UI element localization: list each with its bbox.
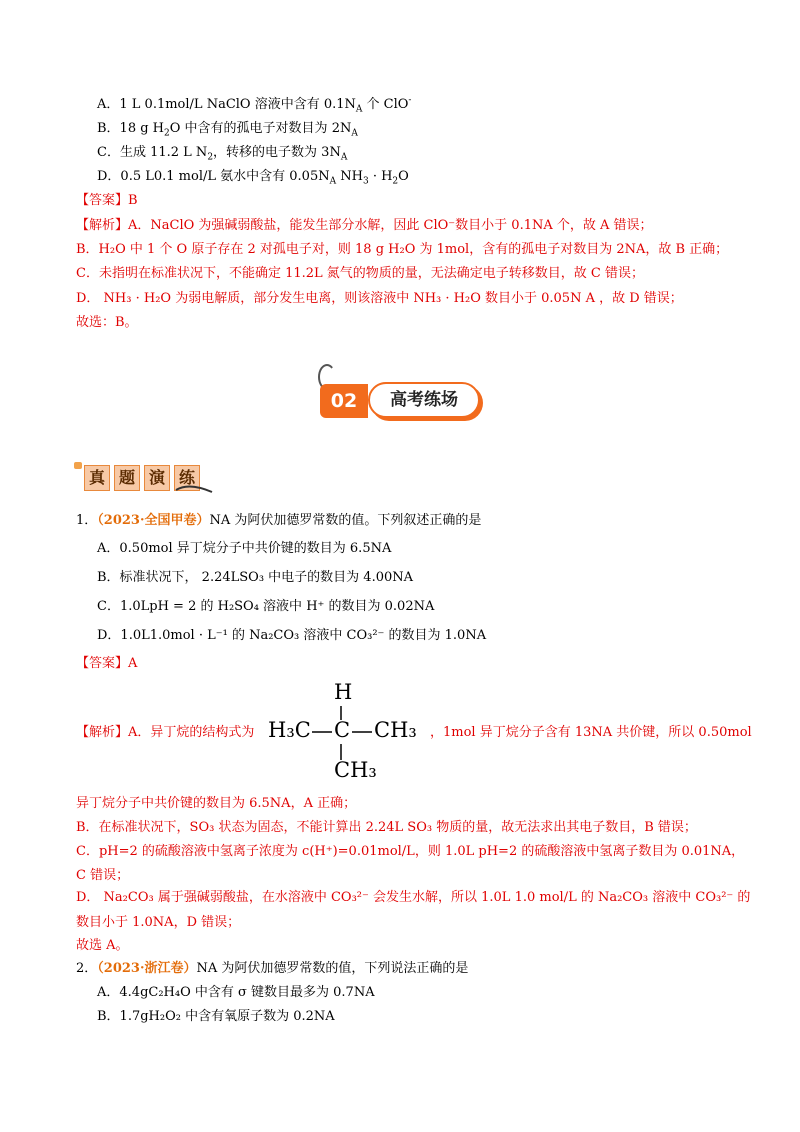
header-char: 真 (84, 465, 110, 491)
q1-analysis-lead: 【解析】A．异丁烷的结构式为 (76, 725, 255, 740)
q2-stem: 2．（2023·浙江卷）NA 为阿伏加德罗常数的值，下列说法正确的是 (76, 961, 469, 976)
prev-analysis-line: B．H₂O 中 1 个 O 原子存在 2 对孤电子对，则 18 g H₂O 为 1mol，含有的孤电子对数目为 2NA，故 B 正确； (76, 242, 729, 257)
q1-option-c: C．1.0LpH = 2 的 H₂SO₄ 溶液中 H⁺ 的数目为 0.02NA (97, 599, 435, 614)
struct-atom: C (334, 718, 351, 742)
q1-analysis-line: B．在标准状况下，SO₃ 状态为固态，不能计算出 2.24L SO₃ 物质的量，故无法求出其电子数目，B 错误； (76, 820, 697, 835)
prev-answer: 【答案】B (76, 193, 138, 208)
q1-answer: 【答案】A (76, 656, 138, 671)
prev-analysis-line: 故选：B。 (76, 315, 138, 330)
prev-option-d: D．0.5 L0.1 mol/L 氨水中含有 $0.05N_A$ $NH_3 \cdot H_2O$ (97, 169, 409, 187)
q1-analysis-line: C．pH=2 的硫酸溶液中氢离子浓度为 c(H⁺)=0.01mol/L，则 1.0L pH=2 的硫酸溶液中氢离子数目为 0.01NA， (76, 844, 745, 859)
q1-option-a: A．0.50mol 异丁烷分子中共价键的数目为 6.5NA (97, 541, 392, 556)
prev-option-b: B．18 g $H_2O$ 中含有的孤电子对数目为 $2N_A$ (97, 121, 358, 139)
prev-analysis-line: D． NH₃ · H₂O 为弱电解质，部分发生电离，则该溶液中 NH₃ · H₂O 数目小于 0.05N A ，故 D 错误； (76, 291, 683, 306)
q2-option-b: B．1.7gH₂O₂ 中含有氧原子数为 0.2NA (97, 1009, 335, 1024)
brush-stroke-decoration (174, 480, 214, 498)
q1-analysis-line: 异丁烷分子中共价键的数目为 6.5NA，A 正确； (76, 796, 357, 811)
prev-analysis-line: 【解析】A．NaClO 为强碱弱酸盐，能发生部分水解，因此 ClO⁻数目小于 0.1NA 个，故 A 错误； (76, 218, 653, 233)
header-char: 演 (144, 465, 170, 491)
speaker-icon (74, 462, 82, 469)
q1-analysis-line: 数目小于 1.0NA，D 错误； (76, 915, 241, 930)
struct-bonds (268, 680, 428, 780)
q1-option-d: D．1.0L1.0mol · L⁻¹ 的 Na₂CO₃ 溶液中 CO₃²⁻ 的数目为 1.0NA (97, 628, 487, 643)
q1-analysis-tail: ，1mol 异丁烷分子含有 13NA 共价键，所以 0.50mol (430, 725, 752, 740)
q1-stem: 1．（2023·全国甲卷）NA 为阿伏加德罗常数的值。下列叙述正确的是 (76, 513, 482, 528)
prev-analysis-line: C．未指明在标准状况下，不能确定 11.2L 氮气的物质的量，无法确定电子转移数目，故 C 错误； (76, 266, 645, 281)
header-char: 题 (114, 465, 140, 491)
q2-option-a: A．4.4gC₂H₄O 中含有 σ 键数目最多为 0.7NA (97, 985, 375, 1000)
isobutane-structure (268, 680, 428, 780)
struct-atom: H₃C (268, 718, 311, 742)
header-char: 练 (174, 465, 200, 491)
struct-atom: CH₃ (374, 718, 417, 742)
prev-option-c: C．生成 11.2 L $N_2$，转移的电子数为 $3N_A$ (97, 145, 348, 163)
struct-atom: CH₃ (334, 758, 377, 782)
section-banner (320, 378, 483, 422)
q1-option-b: B．标准状况下， 2.24LSO₃ 中电子的数目为 4.00NA (97, 570, 414, 585)
banner-title: 高考练场 (368, 382, 480, 418)
q1-analysis-line: D． Na₂CO₃ 属于强碱弱酸盐，在水溶液中 CO₃²⁻ 会发生水解，所以 1.0L 1.0 mol/L 的 Na₂CO₃ 溶液中 CO₃²⁻ 的 (76, 890, 751, 905)
q1-analysis-line: 故选 A。 (76, 938, 129, 953)
prev-option-a: A．1 L 0.1mol/L NaClO 溶液中含有 $0.1N_A$ 个 ClO- (97, 95, 412, 115)
struct-atom: H (334, 680, 353, 704)
banner-number: 02 (320, 384, 368, 418)
q1-analysis-line: C 错误； (76, 868, 130, 883)
practice-header (74, 460, 234, 496)
